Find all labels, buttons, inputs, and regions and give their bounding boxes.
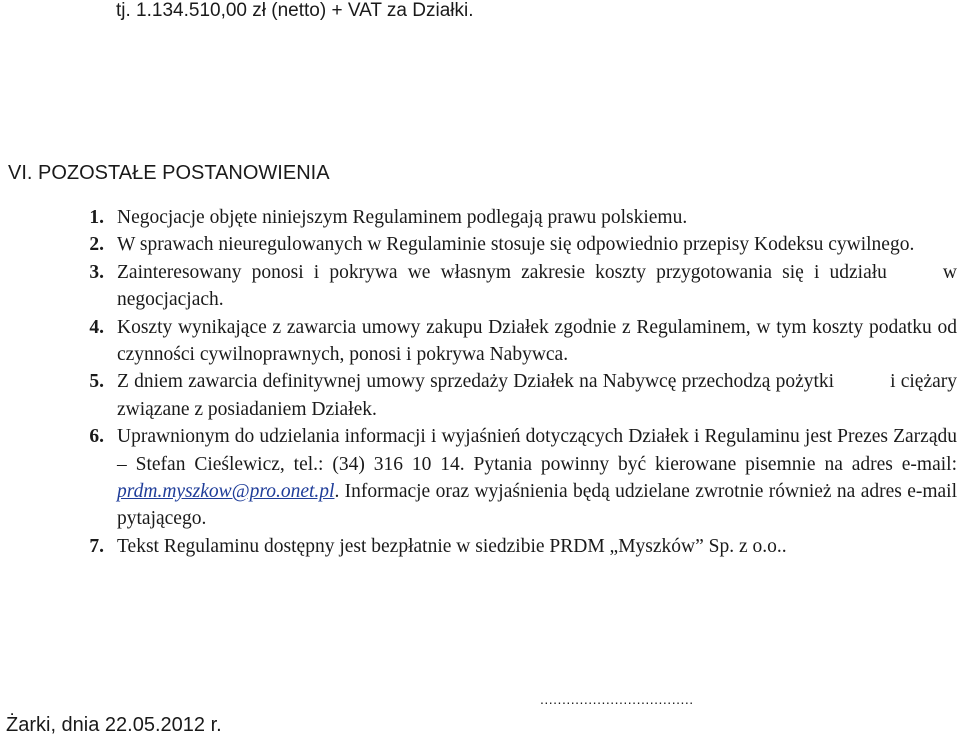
email-link[interactable]: prdm.myszkow@pro.onet.pl [117, 481, 335, 503]
item-text-part: i ciężary związane z posiadaniem Działek. [117, 371, 957, 420]
item-text: Koszty wynikające z zawarcia umowy zakupu Działek zgodnie z Regulaminem, w tym koszty podatku od czynności cywilnoprawnych, ponosi i pokrywa Nabywca. [117, 316, 957, 366]
item-text-part: w negocjacjach. [117, 261, 957, 311]
item-text: W sprawach nieuregulowanych w Regulaminie stosuje się odpowiednio przepisy Kodeksu cywilnego. [117, 234, 915, 256]
list-item [70, 368, 960, 423]
item-text: Negocjacje objęte niniejszym Regulaminem podlegają prawu polskiemu. [117, 207, 688, 228]
item-text [117, 423, 957, 533]
list-item [70, 314, 960, 369]
list-item [70, 533, 960, 560]
provisions-list [70, 204, 960, 560]
item-number: 3. [89, 261, 104, 283]
item-number: 4. [89, 316, 104, 338]
signature-line: ................................... [540, 691, 694, 707]
item-text-part: Uprawnionym do udzielania informacji i wyjaśnień dotyczących Działek i Regulaminu jest Prezes Zarządu – Stefan Cieślewicz, tel.: (34) 316 10 14. Pytania powinny być kierowane pisemnie na adres e-mail: [117, 426, 957, 475]
item-text-part: Zainteresowany ponosi i pokrywa we własnym zakresie koszty przygotowania się i udziału [117, 261, 887, 283]
list-item [70, 259, 960, 314]
item-text [117, 368, 957, 423]
item-number: 1. [89, 207, 104, 228]
item-text-part: . Informacje oraz wyjaśnienia będą udzielane zwrotnie również na adres e-mail pytającego. [117, 481, 957, 530]
item-text-part: Z dniem zawarcia definitywnej umowy sprzedaży Działek na Nabywcę przechodzą pożytki [117, 371, 835, 393]
item-text [117, 259, 957, 314]
list-item [70, 231, 960, 258]
item-text: Tekst Regulaminu dostępny jest bezpłatnie w siedzibie PRDM „Myszków” Sp. z o.o.. [117, 535, 787, 557]
place-date: Żarki, dnia 22.05.2012 r. [6, 714, 222, 736]
list-item [70, 204, 960, 231]
price-line: tj. 1.134.510,00 zł (netto) + VAT za Działki. [116, 0, 474, 21]
list-item [70, 423, 960, 533]
item-number: 7. [89, 535, 104, 557]
item-number: 5. [89, 371, 104, 393]
section-heading: VI. POZOSTAŁE POSTANOWIENIA [8, 162, 330, 184]
item-number: 2. [89, 234, 104, 256]
item-number: 6. [89, 426, 104, 448]
